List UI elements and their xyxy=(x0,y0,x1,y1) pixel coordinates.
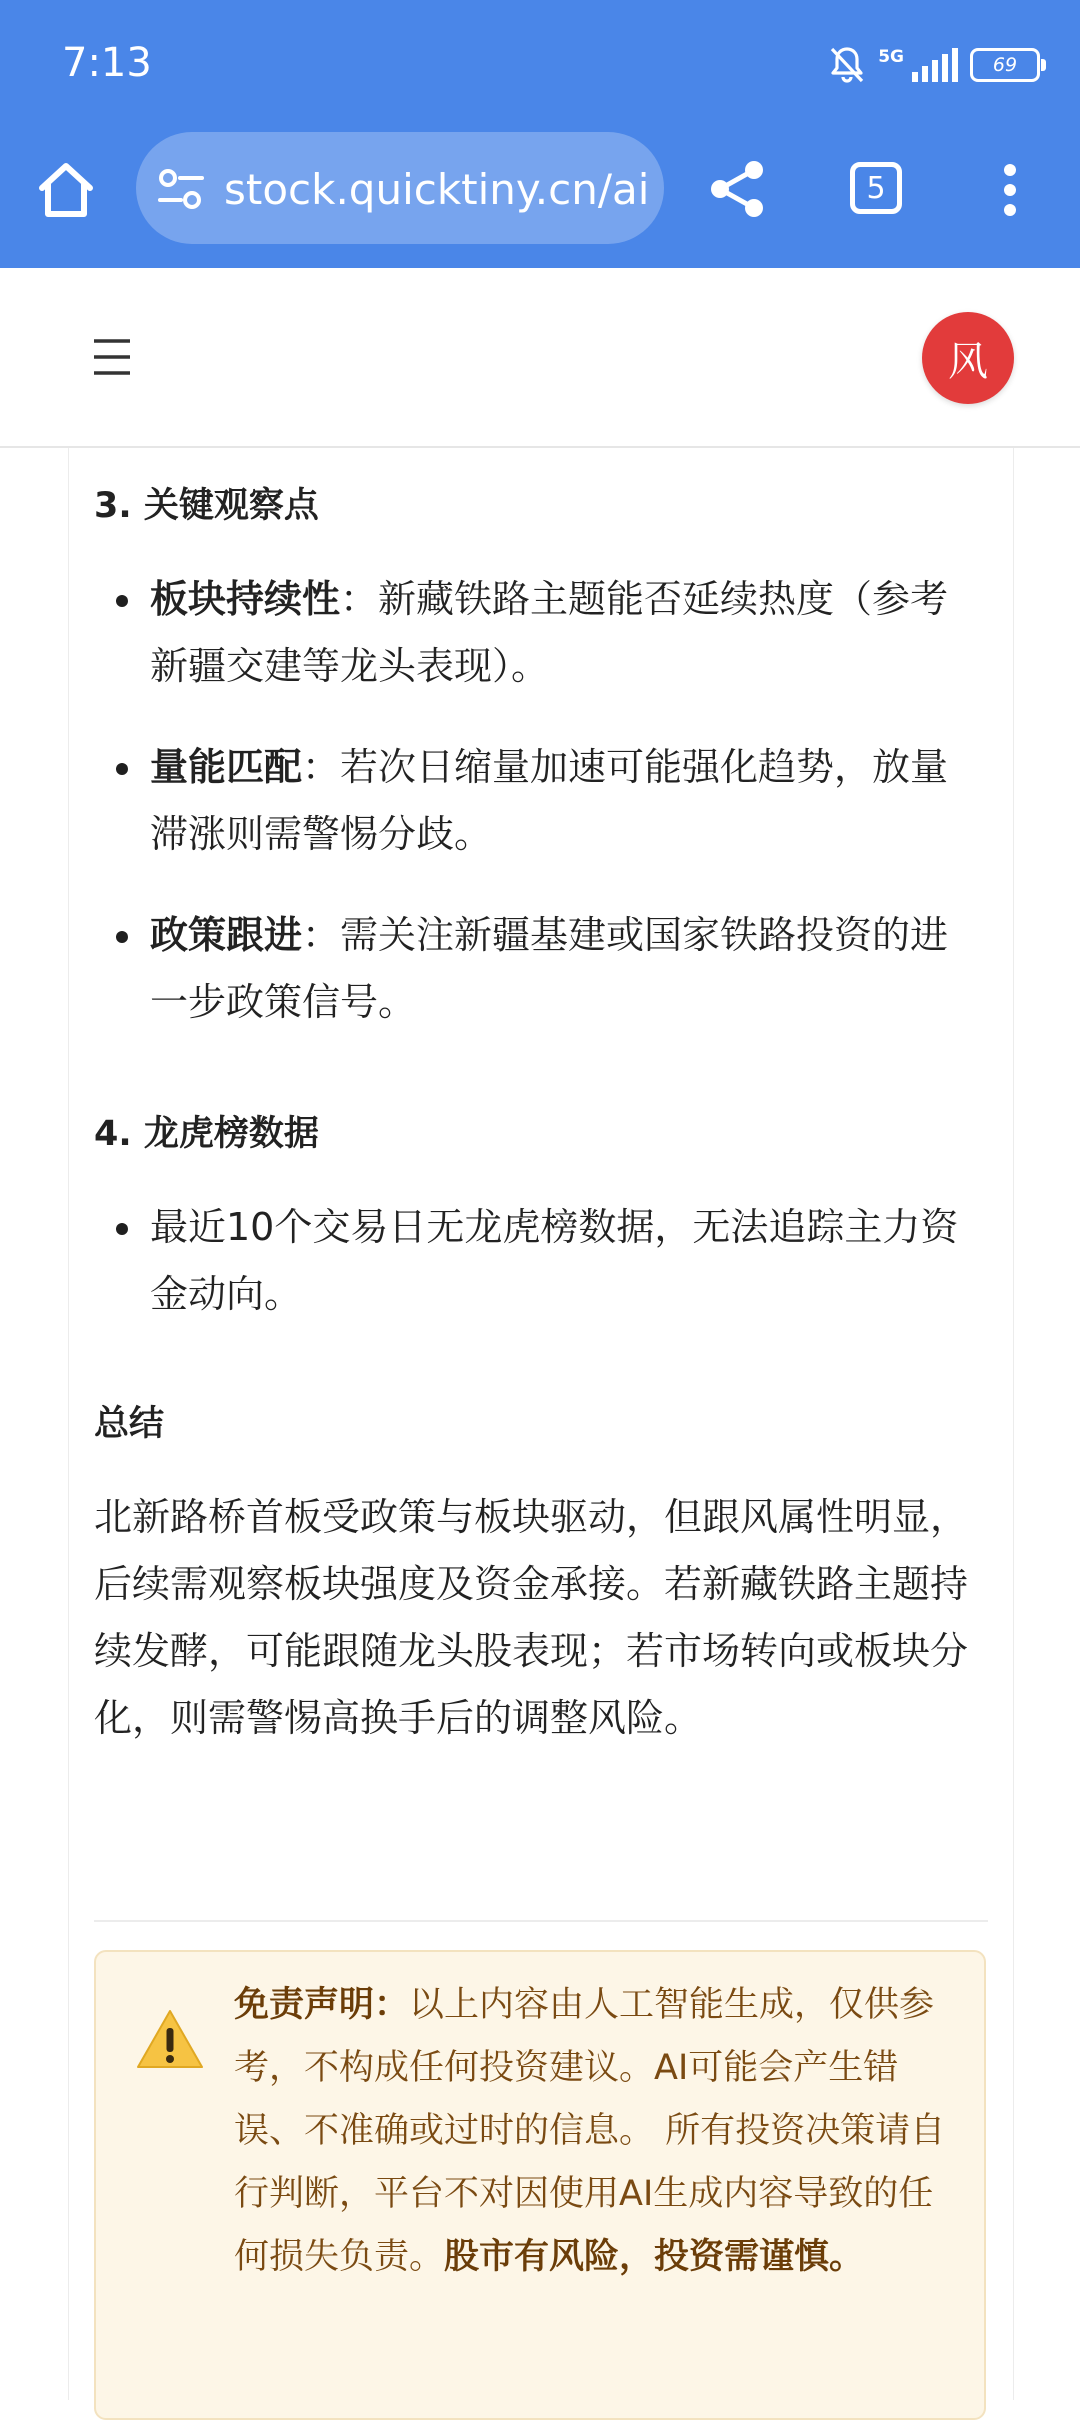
dragon-tiger-list xyxy=(94,1194,974,1362)
disclaimer-box xyxy=(94,1950,986,2420)
user-avatar[interactable]: 风 xyxy=(922,312,1014,404)
list-item: 板块持续性：新藏铁路主题能否延续热度（参考新疆交建等龙头表现）。 xyxy=(94,566,974,700)
hamburger-menu-icon[interactable] xyxy=(92,336,132,378)
observation-list xyxy=(94,566,974,1070)
section-title-observations: 3. 关键观察点 xyxy=(94,486,319,526)
network-type: 5G xyxy=(878,47,904,67)
browser-chrome xyxy=(0,0,1080,268)
section-title-summary: 总结 xyxy=(94,1404,165,1444)
more-vert-icon[interactable] xyxy=(990,158,1030,222)
disclaimer-label: 免责声明： xyxy=(234,1985,410,2025)
url-text[interactable]: stock.quicktiny.cn/ai xyxy=(224,165,650,214)
tune-icon[interactable] xyxy=(156,164,206,214)
share-icon[interactable] xyxy=(706,158,768,220)
disclaimer-emphasis: 股市有风险，投资需谨慎。 xyxy=(444,2237,865,2277)
signal-icon xyxy=(912,48,958,82)
article-card xyxy=(68,448,1014,2400)
section-title-dragon-tiger: 4. 龙虎榜数据 xyxy=(94,1114,319,1154)
disclaimer-body: 以上内容由人工智能生成，仅供参考，不构成任何投资建议。AI可能会产生错误、不准确或过时的信息。 所有投资决策请自行判断，平台不对因使用AI生成内容导致的任何损失负责。 xyxy=(234,1985,946,2277)
browser-toolbar xyxy=(0,130,1080,248)
list-item: 量能匹配：若次日缩量加速可能强化趋势，放量滞涨则需警惕分歧。 xyxy=(94,734,974,868)
home-icon[interactable] xyxy=(34,158,98,222)
battery-level: 69 xyxy=(992,54,1018,76)
list-item: 最近10个交易日无龙虎榜数据，无法追踪主力资金动向。 xyxy=(94,1194,974,1328)
address-bar[interactable] xyxy=(136,132,664,244)
battery-indicator xyxy=(970,48,1040,82)
site-header xyxy=(0,268,1080,448)
status-icons xyxy=(828,40,1040,90)
status-time: 7:13 xyxy=(62,40,152,86)
summary-text: 北新路桥首板受政策与板块驱动，但跟风属性明显，后续需观察板块强度及资金承接。若新藏铁路主题持续发酵，可能跟随龙头股表现；若市场转向或板块分化，则需警惕高换手后的调整风险。 xyxy=(94,1495,969,1740)
list-item: 政策跟进：需关注新疆基建或国家铁路投资的进一步政策信号。 xyxy=(94,902,974,1036)
warning-icon xyxy=(136,2008,204,2070)
bell-off-icon xyxy=(828,45,866,85)
disclaimer-text xyxy=(234,1974,954,2289)
divider xyxy=(94,1920,988,1922)
tab-switcher-button[interactable]: 5 xyxy=(850,162,902,214)
